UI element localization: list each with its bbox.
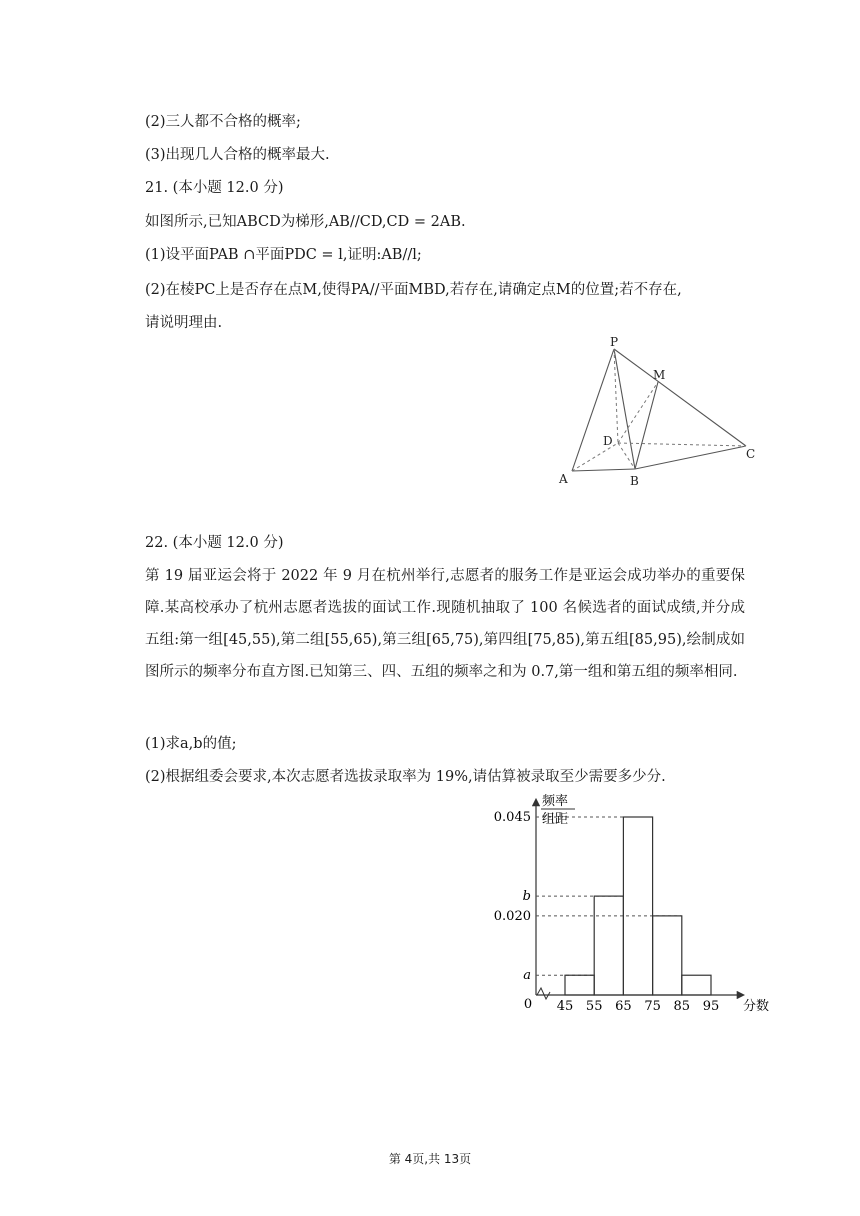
xtick-label: 65 — [615, 999, 632, 1014]
q21-header: 21. (本小题 12.0 分) — [145, 180, 284, 196]
label-c: C — [746, 447, 756, 461]
label-b: B — [630, 474, 639, 488]
q21-part2: (2)在棱PC上是否存在点M,使得PA//平面MBD,若存在,请确定点M的位置;若不存在, — [145, 282, 682, 298]
q22-header: 22. (本小题 12.0 分) — [145, 535, 284, 551]
xtick-label: 85 — [673, 999, 691, 1014]
histogram-bar — [653, 916, 682, 995]
xtick-label: 75 — [644, 999, 661, 1014]
histogram-bar — [682, 975, 711, 995]
pyramid-figure — [550, 335, 770, 495]
ytick-label: 0.045 — [493, 810, 531, 825]
page-footer: 第 4页,共 13页 — [388, 1152, 472, 1166]
label-p: P — [610, 335, 619, 349]
q21-part2-cont: 请说明理由. — [145, 315, 223, 331]
ylabel-numerator: 频率 — [542, 794, 569, 809]
histogram-bar — [565, 975, 594, 995]
xtick-label: 55 — [585, 999, 603, 1014]
ytick-label: 0.020 — [493, 908, 531, 924]
label-a: A — [559, 472, 568, 486]
label-d: D — [603, 434, 613, 448]
histogram-bar — [623, 817, 652, 995]
label-m: M — [653, 368, 666, 382]
ylabel-denominator: 组距 — [542, 812, 569, 827]
xtick-label: 95 — [702, 999, 720, 1014]
xlabel: 分数 — [743, 999, 770, 1014]
q22-part1: (1)求a,b的值; — [145, 736, 237, 752]
q20-part3: (3)出现几人合格的概率最大. — [145, 147, 330, 163]
xtick-label: 45 — [556, 999, 574, 1014]
origin-label: 0 — [523, 997, 533, 1012]
q21-intro: 如图所示,已知ABCD为梯形,AB//CD,CD = 2AB. — [145, 214, 466, 230]
q20-part2: (2)三人都不合格的概率; — [145, 114, 301, 130]
axis-break — [537, 988, 550, 999]
q22-part2: (2)根据组委会要求,本次志愿者选拔录取率为 19%,请估算被录取至少需要多少分. — [145, 769, 666, 785]
histogram-bar — [594, 896, 623, 995]
ytick-label: b — [522, 889, 531, 905]
q21-part1: (1)设平面PAB ∩平面PDC = l,证明:AB//l; — [145, 247, 422, 263]
ytick-label: a — [523, 968, 531, 984]
q22-body: 第 19 届亚运会将于 2022 年 9 月在杭州举行,志愿者的服务工作是亚运会成功举办的重要保障.某高校承办了杭州志愿者选拔的面试工作.现随机抽取了 100 名候选者的面试成绩,并分成五组:第一组[45,55),第二组[55,65),第三组[65,75),第四组[75,85),第五组[85,95),绘制成如图所示的频率分布直方图.已知第三、四、五组的频率之和为 0.7,第一组和第五组的频率相同. — [145, 568, 745, 680]
histogram — [490, 790, 770, 1020]
